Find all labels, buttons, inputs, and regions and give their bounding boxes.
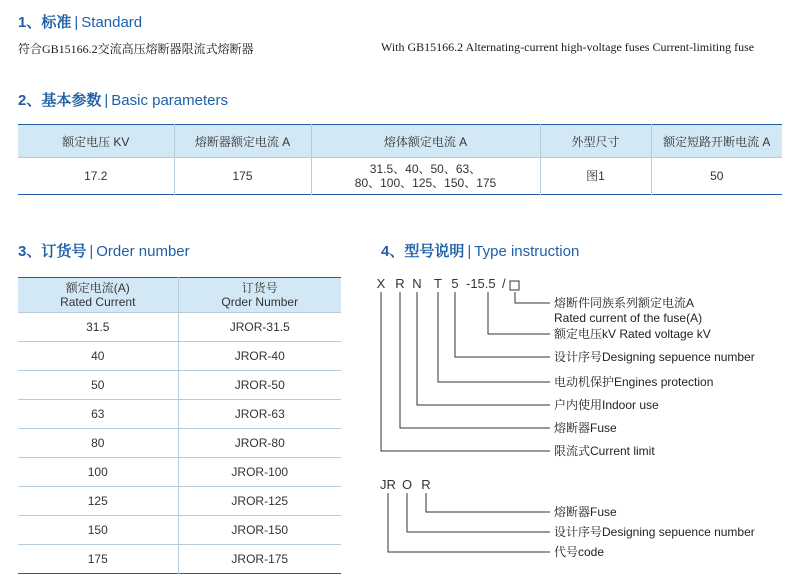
section-title-zh: 型号说明 bbox=[404, 243, 465, 260]
melt-current-line1: 31.5、40、50、63、 bbox=[369, 162, 482, 176]
header-fuse-rated-current: 熔断器额定电流 A bbox=[174, 125, 311, 158]
section-title-en: Type instruction bbox=[474, 243, 580, 260]
code-letter: -15.5 bbox=[466, 276, 496, 291]
cell-current: 150 bbox=[18, 516, 178, 545]
cell-rated-voltage: 17.2 bbox=[18, 158, 174, 195]
table-row bbox=[18, 487, 341, 516]
table-header-row bbox=[18, 278, 341, 313]
standard-text-en: With GB15166.2 Alternating-current high-voltage fuses Current-limiting fuse bbox=[381, 40, 755, 54]
section-title-order-number: 3、订货号 | Order number bbox=[18, 243, 190, 260]
leader-line bbox=[515, 292, 550, 303]
cell-dimension: 图1 bbox=[540, 158, 651, 195]
section-number: 1、 bbox=[18, 14, 42, 31]
cell-order-number: JROR-40 bbox=[178, 342, 341, 371]
cell-melt-rated-current bbox=[311, 158, 540, 195]
table-row bbox=[18, 313, 341, 342]
code2-letter: R bbox=[421, 477, 431, 492]
label-engine-protection: 电动机保护Engines protection bbox=[554, 375, 714, 389]
cell-order-number: JROR-125 bbox=[178, 487, 341, 516]
section-title-zh: 基本参数 bbox=[41, 92, 102, 109]
cell-current: 63 bbox=[18, 400, 178, 429]
code2-letter: JR bbox=[380, 477, 396, 492]
leader-line bbox=[388, 493, 550, 552]
header-order-number-zh: 订货号 bbox=[241, 281, 278, 295]
label-rated-voltage: 额定电压kV Rated voltage kV bbox=[554, 327, 711, 341]
code-letter: N bbox=[412, 276, 422, 291]
leader-line bbox=[381, 292, 550, 451]
cell-order-number: JROR-50 bbox=[178, 371, 341, 400]
code-letter: X bbox=[376, 276, 386, 291]
header-rated-current bbox=[18, 278, 178, 313]
cell-order-number: JROR-63 bbox=[178, 400, 341, 429]
table-header-row bbox=[18, 125, 782, 158]
cell-order-number: JROR-80 bbox=[178, 429, 341, 458]
code-letter: T bbox=[434, 276, 442, 291]
leader-line bbox=[488, 292, 550, 334]
label-indoor-use: 户内使用Indoor use bbox=[554, 398, 659, 412]
header-rated-current-en: Rated Current bbox=[60, 295, 136, 309]
header-order-number-en: Qrder Number bbox=[221, 295, 299, 309]
header-order-number bbox=[178, 278, 341, 313]
label2-fuse: 熔断器Fuse bbox=[554, 505, 617, 519]
cell-current: 31.5 bbox=[18, 313, 178, 342]
leader-line bbox=[426, 493, 550, 512]
label2-design-sequence: 设计序号Designing sepuence number bbox=[554, 525, 755, 539]
table-row bbox=[18, 516, 341, 545]
cell-order-number: JROR-175 bbox=[231, 552, 289, 566]
code-letter: 5 bbox=[451, 276, 459, 291]
header-dimension: 外型尺寸 bbox=[540, 125, 651, 158]
section-title-en: Order number bbox=[96, 243, 190, 260]
label-current-limit: 限流式Current limit bbox=[554, 444, 655, 458]
basic-parameters-table bbox=[18, 124, 782, 195]
cell-current: 50 bbox=[18, 371, 178, 400]
label-design-sequence: 设计序号Designing sepuence number bbox=[554, 350, 755, 364]
leader-line bbox=[455, 292, 550, 357]
section-title-zh: 订货号 bbox=[41, 243, 87, 260]
melt-current-line2: 80、100、125、150、175 bbox=[354, 176, 497, 190]
table-row bbox=[18, 158, 782, 195]
table-row bbox=[18, 429, 341, 458]
table-row bbox=[18, 545, 341, 574]
code2-letter: O bbox=[401, 477, 413, 492]
leader-line bbox=[400, 292, 550, 428]
cell-current: 40 bbox=[18, 342, 178, 371]
label2-code: 代号code bbox=[554, 545, 605, 559]
table-row bbox=[18, 458, 341, 487]
section-title-en: Basic parameters bbox=[111, 92, 228, 109]
cell-order-number: JROR-100 bbox=[178, 458, 341, 487]
cell-current: 80 bbox=[18, 429, 178, 458]
section-title-basic-parameters: 2、基本参数 | Basic parameters bbox=[18, 92, 228, 109]
header-melt-rated-current: 熔体额定电流 A bbox=[311, 125, 540, 158]
table-row bbox=[18, 400, 341, 429]
label-series-current-zh: 熔断件同族系列额定电流A bbox=[554, 296, 695, 310]
table-row bbox=[18, 371, 341, 400]
code-letter: / bbox=[502, 276, 506, 291]
order-number-table bbox=[18, 277, 341, 574]
section-number: 2、 bbox=[18, 92, 42, 109]
leader-line bbox=[417, 292, 550, 405]
code-letter: R bbox=[395, 276, 405, 291]
section-number: 3、 bbox=[18, 243, 42, 260]
cell-order-number: JROR-150 bbox=[178, 516, 341, 545]
cell-current: 100 bbox=[18, 458, 178, 487]
box-marker bbox=[510, 281, 519, 290]
section-title-type-instruction: 4、型号说明 | Type instruction bbox=[381, 243, 580, 260]
section-title-standard: 1、标准 | Standard bbox=[18, 14, 143, 31]
cell-order-number: JROR-31.5 bbox=[178, 313, 341, 342]
cell-fuse-rated-current: 175 bbox=[174, 158, 311, 195]
type-instruction-diagram bbox=[360, 265, 790, 570]
cell-current: 175 bbox=[18, 545, 178, 574]
section-number: 4、 bbox=[381, 243, 405, 260]
header-breaking-current: 额定短路开断电流 A bbox=[651, 125, 782, 158]
table-row bbox=[18, 342, 341, 371]
section-title-zh: 标准 bbox=[41, 14, 72, 31]
cell-current: 125 bbox=[18, 487, 178, 516]
section-title-en: Standard bbox=[81, 14, 143, 31]
header-rated-current-zh: 额定电流(A) bbox=[65, 281, 130, 295]
cell-breaking-current: 50 bbox=[710, 169, 724, 183]
label-series-current-en: Rated current of the fuse(A) bbox=[554, 311, 703, 325]
header-rated-voltage: 额定电压 KV bbox=[18, 125, 174, 158]
label-fuse: 熔断器Fuse bbox=[554, 421, 617, 435]
standard-text-zh: 符合GB15166.2交流高压熔断器限流式熔断器 bbox=[18, 42, 254, 56]
